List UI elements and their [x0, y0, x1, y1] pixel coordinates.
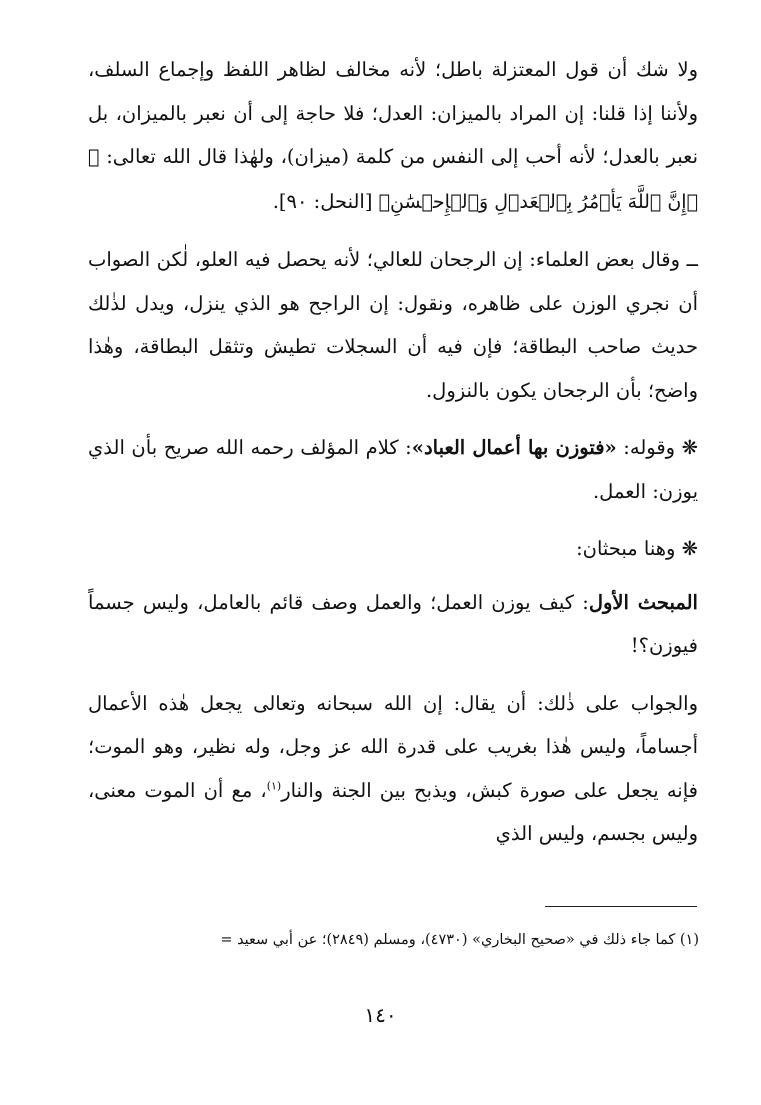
footnote-mark[interactable]: (١)	[266, 779, 282, 792]
page-number: ١٤٠	[364, 1003, 397, 1027]
quran-verse: ﴿ ۞إِنَّ ٱللَّهَ يَأۡمُرُ بِٱلۡعَدۡلِ وَٱلۡإِحۡسَٰنِ﴾	[88, 146, 698, 213]
footnote: (١) كما جاء ذلك في «صحيح البخاري» (٤٧٣٠)، ومسلم (٢٨٤٩)؛ عن أبي سعيد =	[220, 932, 699, 948]
topic-heading: المبحث الأول	[588, 590, 698, 614]
verse-reference: [النحل: ٩٠].	[272, 189, 373, 213]
paragraph-mutazila	[88, 48, 698, 224]
paragraph-text: والجواب على ذٰلك: أن يقال: إن الله سبحانه وتعالى يجعل هٰذه الأعمال أجساماً، وليس هٰذا بغريب على قدرة الله عز وجل، وله نظير، وهو الموت؛ فإنه يجعل على صورة كبش، ويذبح بين الجنة والنار	[88, 691, 698, 802]
paragraph-two-topics	[88, 527, 698, 571]
quoted-text: «فتوزن بها أعمال العباد»	[411, 436, 617, 459]
footnote-divider	[545, 906, 697, 907]
paragraph-text-continued: ، مع أن الموت معنى، وليس بجسم، وليس الذي	[88, 778, 698, 845]
paragraph-first-topic	[88, 581, 698, 668]
paragraph-text: : كيف يوزن العمل؛ والعمل وصف قائم بالعامل، وليس جسماً فيوزن؟!	[88, 590, 698, 657]
paragraph-scholars-view	[88, 238, 698, 412]
paragraph-text: : كلام المؤلف رحمه الله صريح بأن الذي يوزن: العمل.	[88, 436, 698, 503]
paragraph-author-statement	[88, 426, 698, 513]
paragraph-answer	[88, 682, 698, 856]
paragraph-lead: ❋ وقوله:	[623, 436, 698, 459]
paragraph-text: ❋ وهنا مبحثان:	[576, 537, 698, 560]
paragraph-text: ــ وقال بعض العلماء: إن الرجحان للعالي؛ لأنه يحصل فيه العلو، لٰكن الصواب أن نجري الوزن على ظاهره، ونقول: إن الراجح هو الذي ينزل، ويدل لذٰلك حديث صاحب البطاقة؛ فإن فيه أن السجلات تطيش وتثقل البطاقة، وهٰذا واضح؛ بأن الرجحان يكون بالنزول.	[88, 248, 698, 402]
page-body	[88, 48, 698, 870]
paragraph-text: ولا شك أن قول المعتزلة باطل؛ لأنه مخالف لظاهر اللفظ وإجماع السلف، ولأننا إذا قلنا: إن المراد بالميزان: العدل؛ فلا حاجة إلى أن نعبر بالميزان، بل نعبر بالعدل؛ لأنه أحب إلى النفس من كلمة (ميزان)، ولهٰذا قال الله تعالى:	[88, 58, 698, 168]
